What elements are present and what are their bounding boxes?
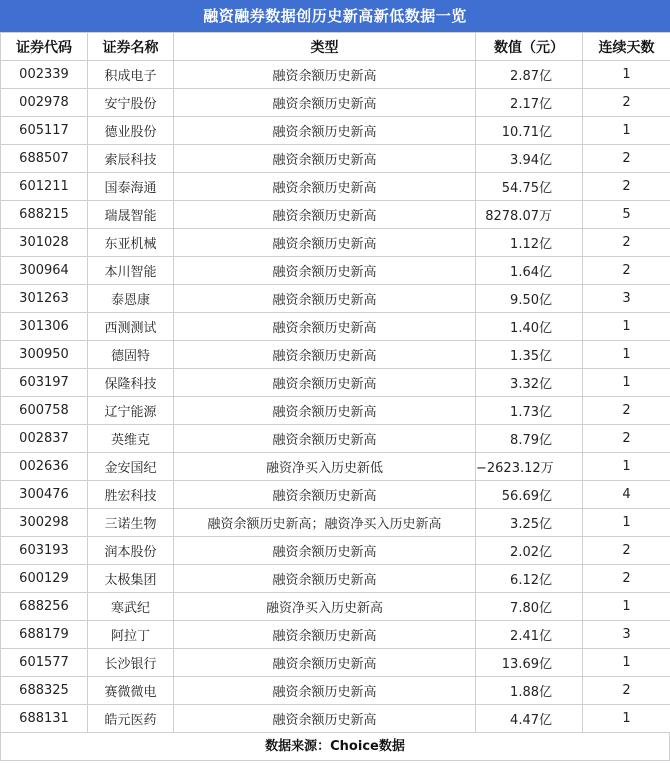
- cell-code: 300950: [1, 341, 88, 369]
- cell-code: 601577: [1, 649, 88, 677]
- table-row: [1, 621, 670, 649]
- table-row: [1, 257, 670, 285]
- cell-name: 金安国纪: [88, 453, 174, 481]
- table-row: [1, 565, 670, 593]
- cell-code: 002837: [1, 425, 88, 453]
- cell-value: 1.88亿: [476, 677, 583, 705]
- cell-name: 三诺生物: [88, 509, 174, 537]
- cell-code: 688215: [1, 201, 88, 229]
- cell-code: 600129: [1, 565, 88, 593]
- cell-type: 融资余额历史新高: [174, 677, 476, 705]
- cell-type: 融资净买入历史新高: [174, 593, 476, 621]
- cell-name: 瑞晟智能: [88, 201, 174, 229]
- cell-name: 安宁股份: [88, 89, 174, 117]
- cell-value: 54.75亿: [476, 173, 583, 201]
- cell-type: 融资净买入历史新低: [174, 453, 476, 481]
- table-row: [1, 425, 670, 453]
- header-name: 证券名称: [88, 33, 174, 61]
- cell-days: 2: [583, 173, 670, 201]
- cell-type: 融资余额历史新高: [174, 369, 476, 397]
- cell-value: 1.73亿: [476, 397, 583, 425]
- table-row: [1, 229, 670, 257]
- cell-name: 阿拉丁: [88, 621, 174, 649]
- table-row: [1, 453, 670, 481]
- cell-type: 融资余额历史新高: [174, 565, 476, 593]
- table-row: [1, 89, 670, 117]
- table-row: [1, 537, 670, 565]
- margin-data-table: [0, 32, 670, 733]
- cell-name: 德固特: [88, 341, 174, 369]
- cell-type: 融资余额历史新高: [174, 705, 476, 733]
- cell-name: 泰恩康: [88, 285, 174, 313]
- table-row: [1, 369, 670, 397]
- cell-type: 融资余额历史新高；融资净买入历史新高: [174, 509, 476, 537]
- cell-code: 002339: [1, 61, 88, 89]
- cell-days: 2: [583, 89, 670, 117]
- cell-name: 英维克: [88, 425, 174, 453]
- cell-type: 融资余额历史新高: [174, 117, 476, 145]
- header-value: 数值（元）: [476, 33, 583, 61]
- cell-code: 603193: [1, 537, 88, 565]
- cell-type: 融资余额历史新高: [174, 313, 476, 341]
- cell-value: 10.71亿: [476, 117, 583, 145]
- cell-days: 2: [583, 565, 670, 593]
- cell-value: 3.25亿: [476, 509, 583, 537]
- cell-value: 9.50亿: [476, 285, 583, 313]
- cell-value: 7.80亿: [476, 593, 583, 621]
- cell-days: 2: [583, 257, 670, 285]
- header-row: [1, 33, 670, 61]
- cell-value: 2.41亿: [476, 621, 583, 649]
- cell-type: 融资余额历史新高: [174, 201, 476, 229]
- cell-code: 301306: [1, 313, 88, 341]
- cell-value: 3.32亿: [476, 369, 583, 397]
- cell-name: 东亚机械: [88, 229, 174, 257]
- cell-days: 4: [583, 481, 670, 509]
- cell-days: 3: [583, 621, 670, 649]
- cell-value: 4.47亿: [476, 705, 583, 733]
- cell-code: 601211: [1, 173, 88, 201]
- cell-value: 56.69亿: [476, 481, 583, 509]
- cell-name: 润本股份: [88, 537, 174, 565]
- table-row: [1, 173, 670, 201]
- cell-name: 太极集团: [88, 565, 174, 593]
- cell-type: 融资余额历史新高: [174, 341, 476, 369]
- table-row: [1, 593, 670, 621]
- cell-days: 5: [583, 201, 670, 229]
- cell-value: 1.64亿: [476, 257, 583, 285]
- cell-name: 德业股份: [88, 117, 174, 145]
- cell-type: 融资余额历史新高: [174, 621, 476, 649]
- table-row: [1, 313, 670, 341]
- cell-code: 688325: [1, 677, 88, 705]
- cell-type: 融资余额历史新高: [174, 397, 476, 425]
- cell-code: 300298: [1, 509, 88, 537]
- cell-type: 融资余额历史新高: [174, 257, 476, 285]
- cell-days: 1: [583, 593, 670, 621]
- table-row: [1, 677, 670, 705]
- cell-value: 2.17亿: [476, 89, 583, 117]
- cell-days: 1: [583, 369, 670, 397]
- header-days: 连续天数: [583, 33, 670, 61]
- cell-days: 2: [583, 537, 670, 565]
- cell-type: 融资余额历史新高: [174, 173, 476, 201]
- cell-days: 3: [583, 285, 670, 313]
- cell-code: 688256: [1, 593, 88, 621]
- cell-value: 1.40亿: [476, 313, 583, 341]
- table-row: [1, 61, 670, 89]
- cell-days: 2: [583, 229, 670, 257]
- table-row: [1, 649, 670, 677]
- cell-type: 融资余额历史新高: [174, 481, 476, 509]
- cell-name: 寒武纪: [88, 593, 174, 621]
- cell-days: 1: [583, 117, 670, 145]
- cell-code: 688179: [1, 621, 88, 649]
- cell-type: 融资余额历史新高: [174, 89, 476, 117]
- cell-name: 保隆科技: [88, 369, 174, 397]
- cell-code: 688131: [1, 705, 88, 733]
- table-row: [1, 341, 670, 369]
- cell-type: 融资余额历史新高: [174, 425, 476, 453]
- cell-days: 1: [583, 453, 670, 481]
- cell-value: 8278.07万: [476, 201, 583, 229]
- table-row: [1, 705, 670, 733]
- cell-name: 皓元医药: [88, 705, 174, 733]
- cell-value: 3.94亿: [476, 145, 583, 173]
- cell-code: 600758: [1, 397, 88, 425]
- cell-value: 13.69亿: [476, 649, 583, 677]
- cell-type: 融资余额历史新高: [174, 285, 476, 313]
- cell-value: 2.02亿: [476, 537, 583, 565]
- cell-name: 赛微微电: [88, 677, 174, 705]
- cell-days: 2: [583, 677, 670, 705]
- cell-code: 300964: [1, 257, 88, 285]
- cell-name: 索辰科技: [88, 145, 174, 173]
- cell-name: 国泰海通: [88, 173, 174, 201]
- cell-code: 300476: [1, 481, 88, 509]
- cell-code: 002978: [1, 89, 88, 117]
- cell-name: 西测测试: [88, 313, 174, 341]
- cell-code: 688507: [1, 145, 88, 173]
- header-type: 类型: [174, 33, 476, 61]
- cell-value: 8.79亿: [476, 425, 583, 453]
- cell-value: −2623.12万: [476, 453, 583, 481]
- cell-name: 辽宁能源: [88, 397, 174, 425]
- cell-days: 1: [583, 705, 670, 733]
- cell-code: 603197: [1, 369, 88, 397]
- table-row: [1, 481, 670, 509]
- cell-name: 本川智能: [88, 257, 174, 285]
- table-body: [1, 61, 670, 733]
- cell-value: 1.35亿: [476, 341, 583, 369]
- cell-days: 1: [583, 61, 670, 89]
- cell-name: 胜宏科技: [88, 481, 174, 509]
- cell-days: 2: [583, 425, 670, 453]
- table-row: [1, 397, 670, 425]
- cell-type: 融资余额历史新高: [174, 61, 476, 89]
- cell-days: 1: [583, 649, 670, 677]
- cell-type: 融资余额历史新高: [174, 649, 476, 677]
- table-row: [1, 201, 670, 229]
- cell-name: 积成电子: [88, 61, 174, 89]
- cell-days: 2: [583, 145, 670, 173]
- cell-code: 605117: [1, 117, 88, 145]
- cell-days: 1: [583, 509, 670, 537]
- cell-type: 融资余额历史新高: [174, 537, 476, 565]
- cell-value: 1.12亿: [476, 229, 583, 257]
- table-row: [1, 145, 670, 173]
- cell-code: 002636: [1, 453, 88, 481]
- cell-days: 2: [583, 397, 670, 425]
- cell-value: 6.12亿: [476, 565, 583, 593]
- cell-code: 301028: [1, 229, 88, 257]
- cell-code: 301263: [1, 285, 88, 313]
- cell-type: 融资余额历史新高: [174, 145, 476, 173]
- table-row: [1, 285, 670, 313]
- header-code: 证券代码: [1, 33, 88, 61]
- cell-name: 长沙银行: [88, 649, 174, 677]
- cell-value: 2.87亿: [476, 61, 583, 89]
- cell-type: 融资余额历史新高: [174, 229, 476, 257]
- cell-days: 1: [583, 313, 670, 341]
- data-source-footer: 数据来源：Choice数据: [0, 733, 670, 761]
- table-row: [1, 509, 670, 537]
- cell-days: 1: [583, 341, 670, 369]
- table-row: [1, 117, 670, 145]
- table-title: 融资融券数据创历史新高新低数据一览: [0, 0, 670, 32]
